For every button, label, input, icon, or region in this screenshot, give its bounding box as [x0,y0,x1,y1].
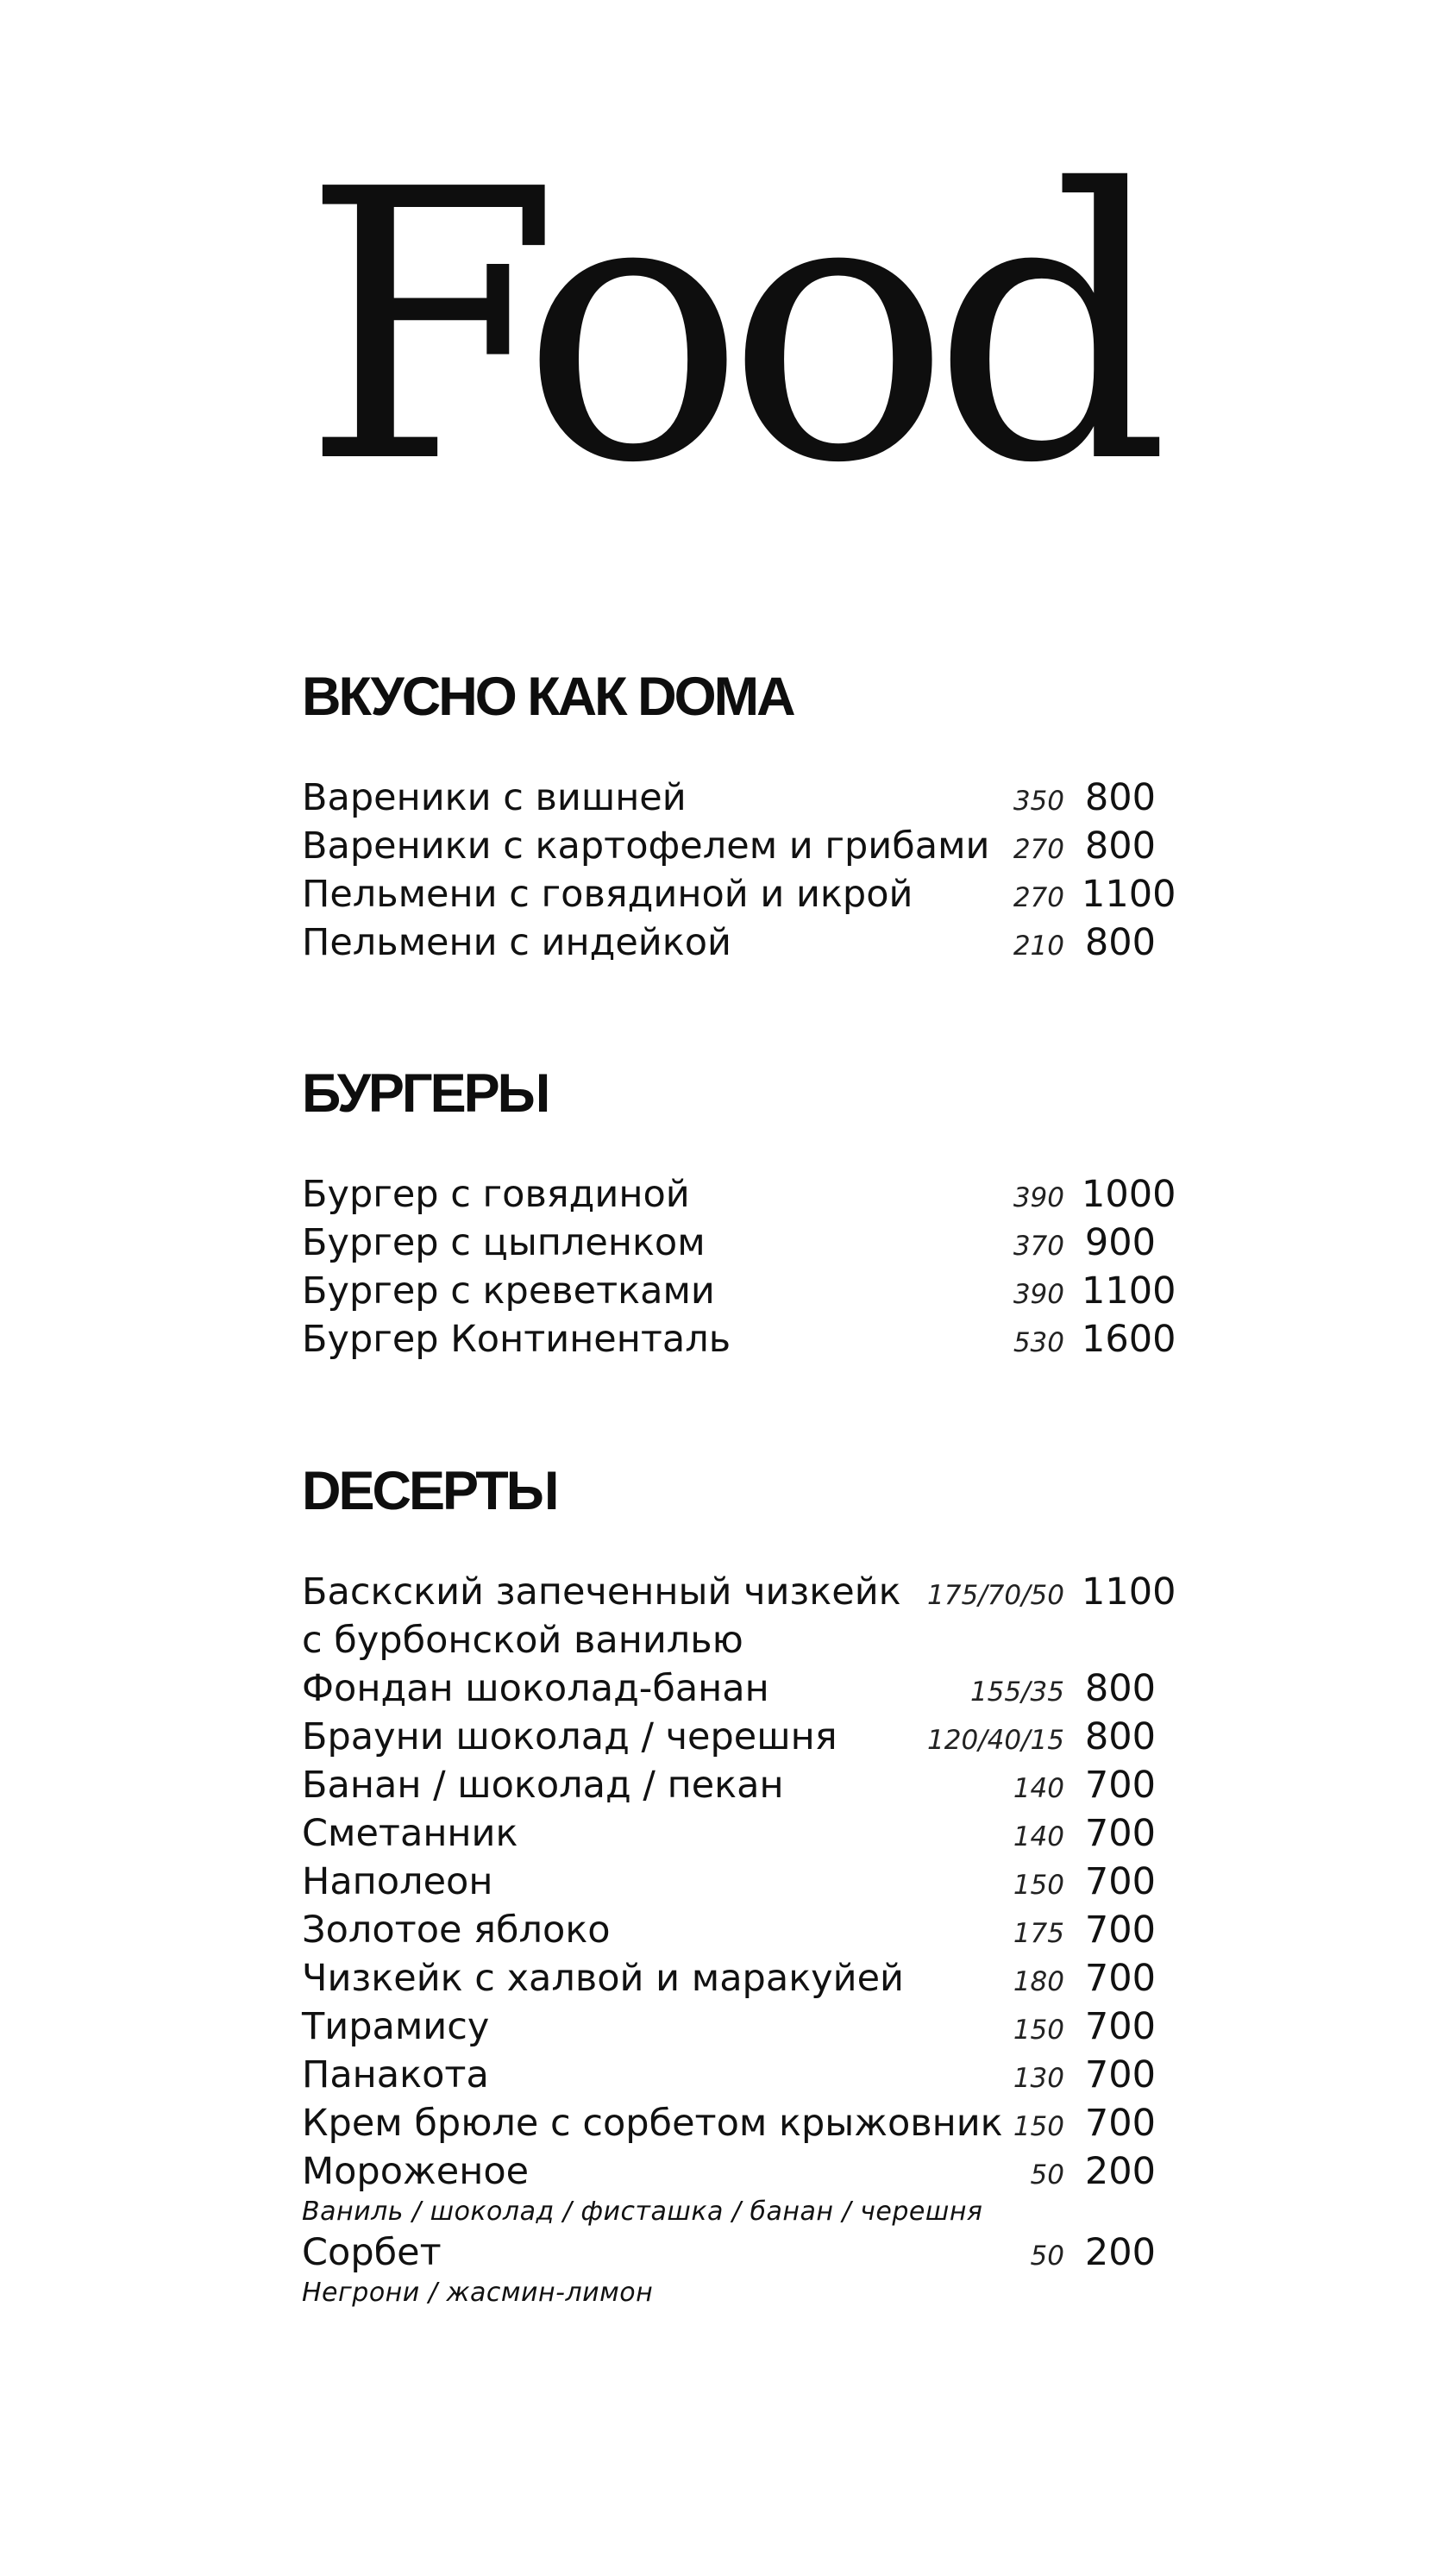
item-price: 800 [1084,1667,1156,1710]
item-name: Золотое яблоко [302,1908,611,1952]
item-weight: 150 [1013,2111,1064,2142]
item-name: Банан / шоколад / пекан [302,1764,784,1807]
item-name [302,1568,927,1664]
item-weight: 210 [1013,931,1064,962]
item-price: 1600 [1082,1318,1176,1361]
menu-item [302,1713,1156,1761]
item-weight: 50 [1030,2159,1064,2191]
page-title: Food [302,110,1151,544]
item-name [302,2147,1031,2228]
item-weight: 140 [1013,1773,1064,1804]
item-note: Ваниль / шоколад / фисташка / банан / черешня [302,2197,983,2227]
item-name: Пельмени с говядиной и икрой [302,873,913,916]
section-heading: ВКУСНО КАК DOMA [302,667,794,727]
menu-item [302,2147,1156,2228]
item-price: 700 [1084,1860,1156,1903]
item-name: Тирамису [302,2005,490,2048]
menu-item [302,918,1156,967]
item-price: 900 [1084,1221,1156,1264]
item-weight: 50 [1030,2241,1064,2272]
item-weight: 350 [1013,786,1064,817]
item-note: Негрони / жасмин-лимон [302,2278,654,2308]
menu-item [302,2051,1156,2099]
item-name: Наполеон [302,1860,493,1903]
menu-item [302,1858,1156,1906]
menu-item [302,1906,1156,1954]
item-name [302,2228,1031,2310]
item-price: 700 [1084,1908,1156,1952]
item-price: 800 [1084,776,1156,819]
item-price: 200 [1084,2150,1156,2193]
item-price: 700 [1084,2053,1156,2097]
item-price: 1000 [1082,1173,1176,1216]
item-name: Бургер с цыпленком [302,1221,706,1264]
menu-list [302,1568,1176,2310]
item-price: 700 [1084,1957,1156,2000]
menu-item [302,1267,1176,1315]
item-price: 800 [1084,921,1156,964]
menu-item [302,2003,1156,2051]
item-name: Бургер Континенталь [302,1318,731,1361]
item-price: 1100 [1082,873,1176,916]
section-desserts [302,1457,1176,2310]
item-price: 800 [1084,824,1156,868]
menu-item [302,1219,1156,1267]
item-price: 200 [1084,2231,1156,2274]
item-price: 700 [1084,1812,1156,1855]
menu-item [302,1568,1176,1664]
item-weight: 270 [1013,834,1064,865]
menu-item [302,774,1156,822]
item-weight: 140 [1013,1821,1064,1852]
item-price: 1100 [1082,1269,1176,1313]
item-name: Бургер с говядиной [302,1173,690,1216]
item-price: 800 [1084,1715,1156,1758]
item-name: Пельмени с индейкой [302,921,731,964]
menu-item [302,2228,1156,2310]
section-vkusno-kak-doma [302,662,1176,967]
item-name-line: Мороженое [302,2150,530,2193]
item-name: Чизкейк с халвой и маракуйей [302,1957,904,2000]
item-price: 700 [1084,2102,1156,2145]
menu-item [302,1761,1156,1809]
item-price: 700 [1084,2005,1156,2048]
item-name: Панакота [302,2053,489,2097]
item-name: Бургер с креветками [302,1269,715,1313]
item-name-line: Сорбет [302,2231,442,2274]
item-name: Сметанник [302,1812,518,1855]
item-name: Вареники с картофелем и грибами [302,824,990,868]
item-price: 1100 [1082,1570,1176,1614]
item-weight: 130 [1013,2063,1064,2094]
item-weight: 175 [1013,1918,1064,1949]
item-name: Брауни шоколад / черешня [302,1715,837,1758]
menu-list [302,774,1176,967]
item-name: Крем брюле с сорбетом крыжовник [302,2102,1003,2145]
item-weight: 150 [1013,1870,1064,1901]
item-weight: 120/40/15 [927,1725,1064,1756]
item-weight: 175/70/50 [927,1580,1064,1611]
menu-item [302,1315,1176,1363]
section-burgers [302,1059,1176,1363]
menu-item [302,1954,1156,2003]
item-price: 700 [1084,1764,1156,1807]
section-heading: DECEРТЫ [302,1461,557,1521]
menu-item [302,1809,1156,1858]
item-weight: 180 [1013,1966,1064,1997]
item-weight: 370 [1013,1231,1064,1262]
menu-item [302,2099,1156,2147]
item-weight: 530 [1013,1327,1064,1358]
item-name: Фондан шоколад-банан [302,1667,769,1710]
item-name-line: Баскский запеченный чизкейк [302,1570,901,1614]
menu-item [302,822,1156,870]
menu-item [302,870,1176,918]
item-weight: 270 [1013,882,1064,913]
menu-item [302,1664,1156,1713]
item-weight: 390 [1013,1182,1064,1213]
item-weight: 155/35 [969,1677,1064,1708]
item-name-line: с бурбонской ванилью [302,1619,743,1662]
menu-list [302,1170,1176,1363]
section-heading: БУРГЕРЫ [302,1063,549,1124]
item-weight: 390 [1013,1279,1064,1310]
item-weight: 150 [1013,2015,1064,2046]
menu-item [302,1170,1176,1219]
item-name: Вареники с вишней [302,776,687,819]
